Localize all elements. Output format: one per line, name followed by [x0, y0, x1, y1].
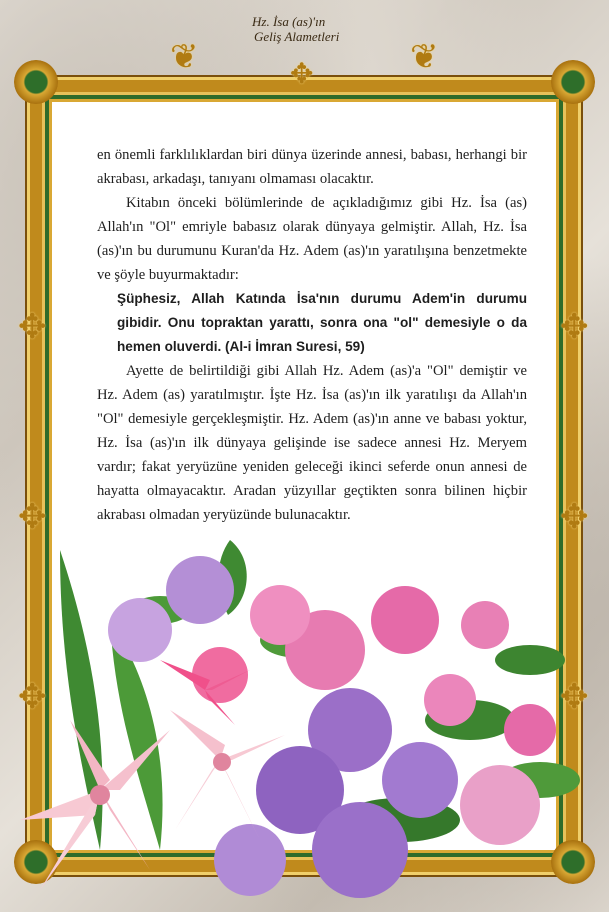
frame-crest-ornament: ✥ [290, 57, 314, 90]
flower-illustration [0, 520, 609, 912]
frame-side-ornament: ✥ [18, 497, 47, 537]
paragraph-2: Kitabın önceki bölümlerinde de açıkladığımız gibi Hz. İsa (as) Allah'ın "Ol" emriyle babasız olarak dünyaya gelmiştir. Allah, Hz. İsa (as)'ın bu durumunu Kuran'da Hz. Adem (as)'ın yaratılışına benzetmekte ve şöyle buyurmaktadır: [97, 195, 527, 283]
frame-crest-ornament: ❦ [410, 37, 439, 77]
frame-side-ornament: ✥ [560, 677, 589, 717]
paragraph-1: en önemli farklılıklardan biri dünya üzerinde annesi, babası, herhangi bir akrabası, arkadaşı, tanıyanı olmaması olacaktır. [97, 147, 527, 187]
frame-corner-ornament [551, 60, 595, 104]
paragraph-3: Ayette de belirtildiği gibi Allah Hz. Adem (as)'a "Ol" demiştir ve Hz. Adem (as) yaratılmıştır. İşte Hz. İsa (as)'ın ilk yaratılışı da Allah'ın "Ol" demesiyle gerçekleşmiştir. Hz. Adem (as)'ın anne ve babası yoktur, Hz. İsa (as)'ın ilk dünyaya gelişinde ise sadece annesi Hz. Meryem vardır; fakat yeryüzüne yeniden geleceği ikinci seferde onun annesi de hayatta olmayacaktır. Aradan yüzyıllar geçtikten sonra bilinen hiçbir akrabası olmadan yeryüzünde bulunacaktır. [97, 363, 527, 523]
frame-corner-ornament [14, 60, 58, 104]
frame-crest-ornament: ❦ [170, 37, 199, 77]
header-line-2: Geliş Alametleri [254, 29, 340, 44]
frame-side-ornament: ✥ [560, 307, 589, 347]
frame-side-ornament: ✥ [560, 497, 589, 537]
body-text [97, 143, 527, 527]
running-header [252, 14, 392, 44]
frame-side-ornament: ✥ [18, 307, 47, 347]
frame-side-ornament: ✥ [18, 677, 47, 717]
header-line-1: Hz. İsa (as)'ın [252, 14, 326, 29]
verse-quote: Şüphesiz, Allah Katında İsa'nın durumu Adem'in durumu gibidir. Onu topraktan yarattı, sonra ona "ol" demesiyle o da hemen oluverdi. (Al-i İmran Suresi, 59) [117, 291, 527, 354]
